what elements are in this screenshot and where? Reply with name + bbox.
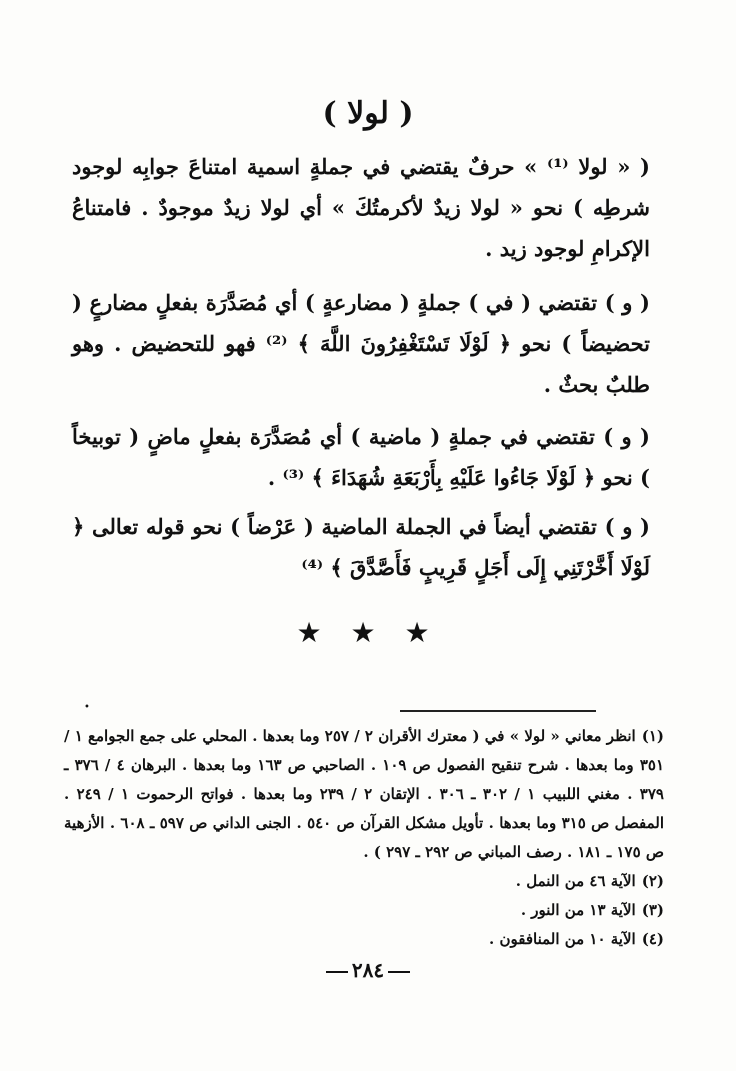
page-title: ( لولا ) (322, 96, 414, 131)
footnote-number: (١) (641, 727, 665, 745)
paragraph-3: ( و ) تقتضي في جملةٍ ( ماضية ) أي مُصَدَّرَة بفعلٍ ماضٍ ( توبيخاً ) نحو ﴿ لَوْلَا جَاءُوا عَلَيْهِ بِأَرْبَعَةِ شُهَدَاءَ ﴾ ⁽³⁾ . (72, 424, 650, 490)
footnote-text: انظر معاني « لولا » في ( معترك الأقران ٢ / ٢٥٧ وما بعدها . المحلي على جمع الجوامع ١ / ٣٥١ وما بعدها . شرح تنقيح الفصول ص ١٠٩ . الصاحبي ص ١٦٣ وما بعدها . البرهان ٤ / ٣٧٦ ـ ٣٧٩ . مغني اللبيب ١ / ٣٠٢ ـ ٣٠٦ . الإتقان ٢ / ٢٣٩ وما بعدها . فواتح الرحموت ١ / ٢٤٩ . المفصل ص ٣١٥ وما بعدها . تأويل مشكل القرآن ص ٥٤٠ . الجنى الداني ص ٥٩٧ ـ ٦٠٨ . الأزهية ص ١٧٥ ـ ١٨١ . رصف المباني ص ٢٩٢ ـ ٢٩٧ ) . (64, 727, 664, 861)
footnote-text: الآية ٤٦ من النمل . (515, 872, 636, 890)
footnote-2 (64, 867, 664, 896)
page-number-value: ٢٨٤ (351, 958, 385, 982)
footnote-text: الآية ١٠ من المنافقون . (489, 930, 636, 948)
footnote-number: (٤) (641, 930, 664, 948)
page-number (0, 958, 736, 982)
folio-dash (388, 971, 410, 973)
footnote-number: (٢) (641, 872, 664, 890)
paragraph-1: ( « لولا ⁽¹⁾ » حرفٌ يقتضي في جملةٍ اسمية امتناعَ جوابِه لوجود شرطِه ) نحو « لولا زيدٌ لأكرمتُكَ » أي لولا زيدٌ موجودٌ . فامتناعُ الإكرامِ لوجود زيد . (72, 154, 650, 261)
footnote-1 (64, 722, 664, 867)
footnote-3 (64, 896, 664, 925)
margin-dot: • (84, 702, 90, 713)
folio-dash (326, 971, 348, 973)
footnote-text: الآية ١٣ من النور . (520, 901, 636, 919)
section-stars-icon: ★ ★ ★ (296, 616, 440, 649)
paragraph-4: ( و ) تقتضي أيضاً في الجملة الماضية ( عَرْضاً ) نحو قوله تعالى ﴿ لَوْلَا أَخَّرْتَنِي إِلَى أَجَلٍ قَرِيبٍ فَأَصَّدَّقَ ﴾ ⁽⁴⁾ (72, 514, 650, 580)
footnote-4 (64, 925, 664, 954)
footnotes (64, 722, 664, 954)
footnote-divider (400, 710, 596, 712)
paragraph-2: ( و ) تقتضي ( في ) جملةٍ ( مضارعةٍ ) أي مُصَدَّرَة بفعلٍ مضارعٍ ( تحضيضاً ) نحو ﴿ لَوْلَا تَسْتَغْفِرُونَ اللَّهَ ﴾ ⁽²⁾ فهو للتحضيض . وهو طلبٌ بحثٌ . (72, 290, 650, 397)
footnote-number: (٣) (641, 901, 664, 919)
